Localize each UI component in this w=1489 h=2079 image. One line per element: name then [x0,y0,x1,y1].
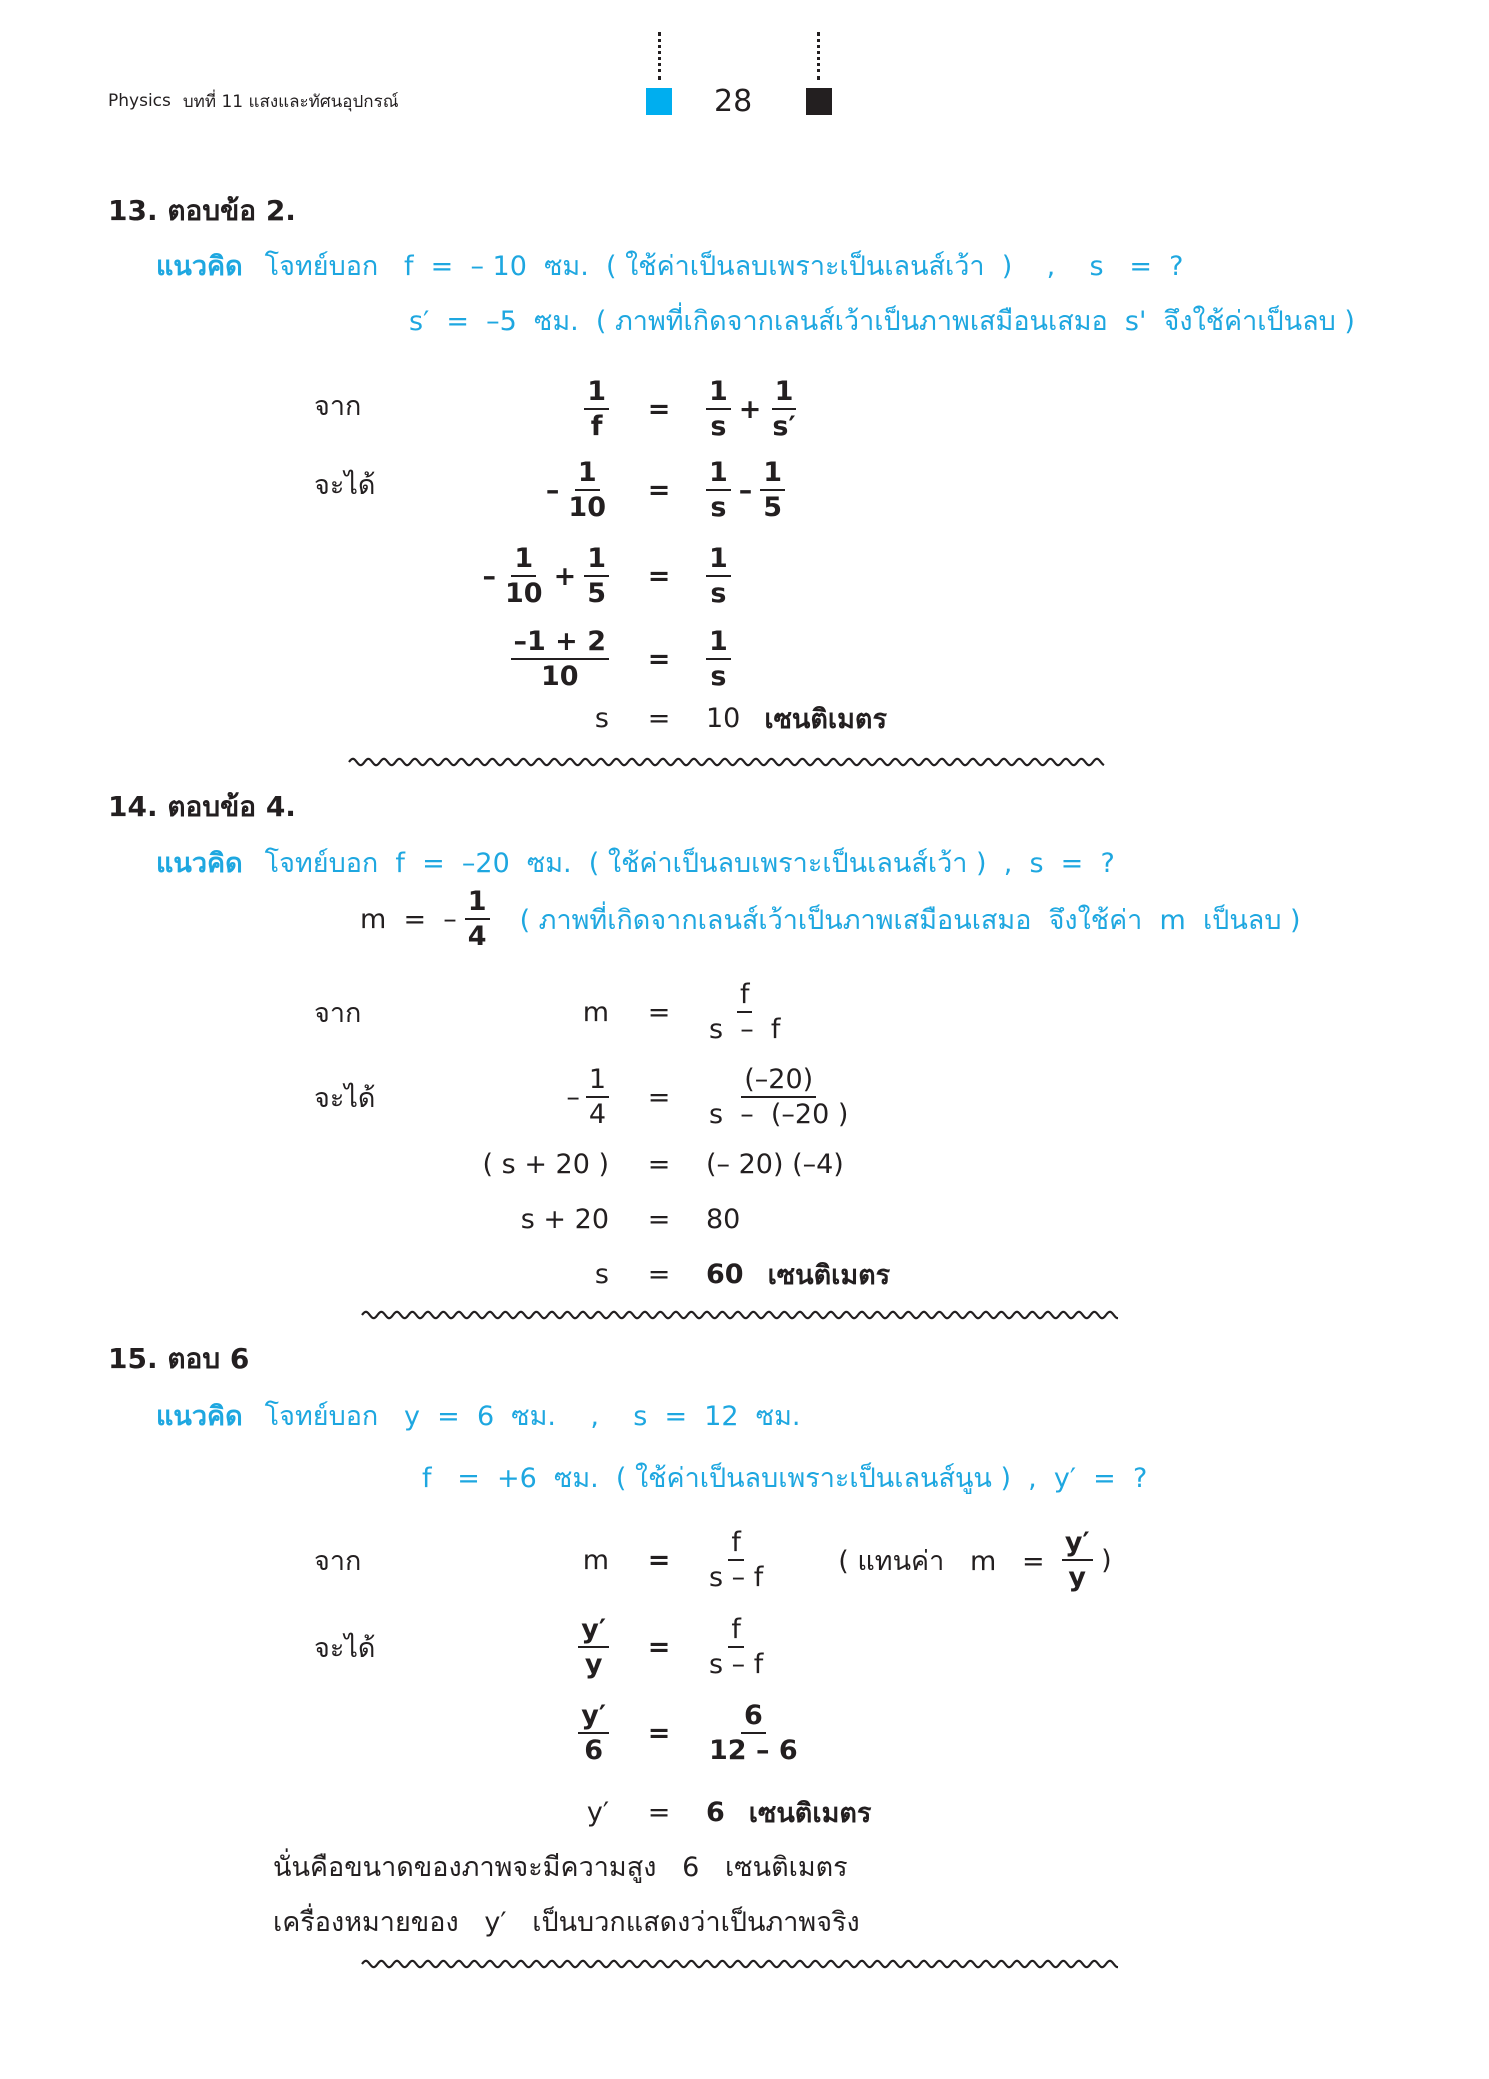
equation-rhs [706,1528,1112,1592]
answer-value: 60 [706,1258,744,1290]
numerator: y′ [578,1702,609,1734]
equation-lhs [578,1701,609,1765]
concept-label: แนวคิด [156,250,243,282]
q14-given-line-2 [360,887,1301,951]
q13-equation-3 [0,544,1489,608]
denominator: s – f [709,1014,781,1045]
plus-operator: + [553,560,577,592]
numerator: 1 [706,628,731,660]
numerator: y′ [1062,1529,1093,1561]
label-therefore: จะได้ [314,469,376,501]
equals-sign: = [647,1258,671,1290]
given-text: โจทย์บอก f = –20 ซม. ( ใช้ค่าเป็นลบเพราะเป็นเลนส์เว้า ) , s = ? [264,847,1115,879]
header-chapter: บทที่ 11 แสงและทัศนอุปกรณ์ [182,91,399,112]
black-marker-square [806,88,832,115]
q14-equation-2 [0,1065,1489,1129]
header-subject: Physics [108,91,171,111]
equation-lhs [595,1242,609,1306]
equals-sign: = [647,474,671,506]
numerator: 1 [584,378,609,410]
fraction [706,1529,766,1591]
equation-lhs [546,458,609,522]
q15-given-line-1 [156,1395,801,1435]
q14-given-line-1 [156,842,1115,882]
equation-lhs [511,627,610,691]
equals-sign: = [647,1717,671,1749]
label-therefore: จะได้ [314,1632,376,1664]
fraction [706,1066,851,1128]
denominator: 6 [584,1735,604,1766]
fraction [769,378,798,440]
equation-rhs [706,1615,766,1679]
denominator: f [590,411,603,442]
denominator: 10 [568,492,606,523]
q15-equation-4 [0,1780,1489,1844]
denominator: s [710,411,727,442]
denominator: y [1068,1562,1087,1593]
minus-operator: – [738,474,753,506]
given-text: โจทย์บอก y = 6 ซม. , s = 12 ซม. [264,1400,801,1432]
variable: m [582,1544,609,1576]
denominator: s [710,578,727,609]
q13-equation-1 [0,377,1489,441]
fraction [465,888,490,950]
equals-sign: = [647,643,671,675]
denominator: s – f [709,1562,764,1593]
denominator: y [584,1649,603,1680]
equals-sign: = [647,1148,671,1180]
equals-sign: = [647,1631,671,1663]
q13-given-line-1 [156,245,1183,285]
fraction [706,378,731,440]
equation-lhs [578,1615,609,1679]
numerator: 1 [772,378,797,410]
q15-conclusion-2 [273,1901,860,1941]
numerator: 1 [465,888,490,920]
numerator: 1 [511,545,536,577]
variable: y′ [586,1796,609,1828]
answer-unit: เซนติเมตร [767,1259,891,1291]
fraction [578,1616,609,1678]
substitution-note-close: ) [1092,1544,1112,1576]
running-header [108,89,398,113]
fraction [502,545,546,607]
given-text: ( ภาพที่เกิดจากเลนส์เว้าเป็นภาพเสมือนเสมอ จึงใช้ค่า m เป็นลบ ) [519,904,1301,936]
q13-given-line-2 [409,300,1355,340]
equals-sign: = [647,1544,671,1576]
label-therefore: จะได้ [314,1082,376,1114]
dotted-guide-left [658,32,661,80]
fraction [706,981,783,1043]
minus-sign: – [482,560,496,592]
denominator: s′ [772,411,796,442]
cyan-marker-square [646,88,672,115]
q13-equation-4 [0,627,1489,691]
numerator: 6 [741,1702,766,1734]
numerator: f [737,981,753,1013]
numerator: 1 [706,545,731,577]
q13-heading: 13. ตอบข้อ 2. [108,194,296,227]
equals-sign: = [647,996,671,1028]
equation-lhs [483,544,610,608]
magnification-prefix: m = – [360,903,457,935]
numerator: f [728,1529,744,1561]
denominator: s – f [709,1649,764,1680]
denominator: s – (–20 ) [709,1099,849,1130]
equation-rhs [706,377,799,441]
q13-equation-2 [0,458,1489,522]
wavy-separator [349,756,1104,768]
equals-sign: = [647,702,671,734]
answer-unit: เซนติเมตร [748,1797,872,1829]
minus-sign: – [566,1081,580,1113]
numerator: 1 [706,378,731,410]
fraction [706,628,731,690]
concept-label: แนวคิด [156,847,243,879]
fraction [706,459,731,521]
label-from: จาก [314,997,362,1029]
plus-operator: + [738,393,762,425]
fraction [584,378,609,440]
equation-lhs [595,686,609,750]
wavy-separator [362,1309,1118,1321]
equals-sign: = [647,1203,671,1235]
fraction [578,1702,609,1764]
denominator: 4 [588,1099,606,1130]
expression: (– 20) (–4) [706,1148,844,1180]
variable: m [582,996,609,1028]
fraction [586,1066,609,1128]
fraction [584,545,609,607]
given-text: f = +6 ซม. ( ใช้ค่าเป็นลบเพราะเป็นเลนส์นูน ) , y′ = ? [422,1462,1148,1494]
concept-label: แนวคิด [156,1400,243,1432]
fraction [565,459,609,521]
denominator: 10 [540,661,579,692]
expression: ( s + 20 ) [482,1148,609,1180]
equals-sign: = [647,1081,671,1113]
equals-sign: = [647,1796,671,1828]
q15-given-line-2 [422,1457,1147,1497]
expression: 80 [706,1203,741,1235]
q15-equation-2 [0,1615,1489,1679]
q15-heading: 15. ตอบ 6 [108,1342,250,1375]
label-from: จาก [314,390,362,422]
equation-lhs [584,377,609,441]
equation-rhs [706,686,887,750]
equation-rhs [706,980,783,1044]
denominator: 4 [467,921,487,952]
q14-heading: 14. ตอบข้อ 4. [108,790,296,823]
numerator: f [728,1616,744,1648]
substitution-note-open: ( แทนค่า m = [838,1545,1062,1577]
answer-value: 6 [706,1796,725,1828]
numerator: 1 [706,459,731,491]
wavy-separator [362,1958,1118,1970]
fraction [706,1702,801,1764]
dotted-guide-right [817,32,820,80]
answer-value: 10 [706,702,741,734]
answer-unit: เซนติเมตร [764,703,887,735]
conclusion-text: นั่นคือขนาดของภาพจะมีความสูง 6 เซนติเมตร [273,1851,848,1883]
equation-lhs [566,1065,609,1129]
equals-sign: = [647,560,671,592]
numerator: y′ [578,1616,609,1648]
equation-rhs [706,1242,890,1306]
equation-lhs [583,1528,609,1592]
q15-equation-1 [0,1528,1489,1592]
equation-rhs [706,458,785,522]
equation-lhs [583,980,609,1044]
minus-sign: – [545,474,560,506]
numerator: (–20) [741,1066,816,1098]
equation-rhs [706,627,731,691]
fraction [706,545,731,607]
q15-conclusion-1 [273,1846,848,1886]
variable: s [594,702,609,734]
denominator: 10 [505,578,543,609]
fraction [511,628,610,690]
label-from: จาก [314,1545,362,1577]
fraction [760,459,785,521]
denominator: 12 – 6 [709,1735,798,1766]
q15-equation-3 [0,1701,1489,1765]
fraction [706,1616,766,1678]
numerator: –1 + 2 [511,628,610,660]
page-number: 28 [714,83,753,119]
denominator: 5 [763,492,783,523]
denominator: s [710,492,727,523]
q14-equation-5 [0,1242,1489,1306]
equation-rhs [706,1701,801,1765]
variable: s [594,1258,609,1290]
numerator: 1 [760,459,785,491]
equation-rhs [706,1065,851,1129]
numerator: 1 [584,545,609,577]
q13-equation-5 [0,686,1489,750]
equation-rhs [706,1780,871,1844]
equation-lhs [587,1780,609,1844]
conclusion-text: เครื่องหมายของ y′ เป็นบวกแสดงว่าเป็นภาพจริง [273,1906,860,1938]
given-text: s′ = –5 ซม. ( ภาพที่เกิดจากเลนส์เว้าเป็นภาพเสมือนเสมอ s' จึงใช้ค่าเป็นลบ ) [409,305,1355,337]
numerator: 1 [575,459,600,491]
denominator: 5 [587,578,606,609]
numerator: 1 [586,1066,609,1098]
given-text: โจทย์บอก f = – 10 ซม. ( ใช้ค่าเป็นลบเพราะเป็นเลนส์เว้า ) , s = ? [264,250,1184,282]
fraction [1062,1529,1093,1591]
denominator: s [710,661,727,692]
expression: s + 20 [520,1203,609,1235]
q14-equation-1 [0,980,1489,1044]
equation-rhs [706,544,731,608]
equals-sign: = [647,393,671,425]
